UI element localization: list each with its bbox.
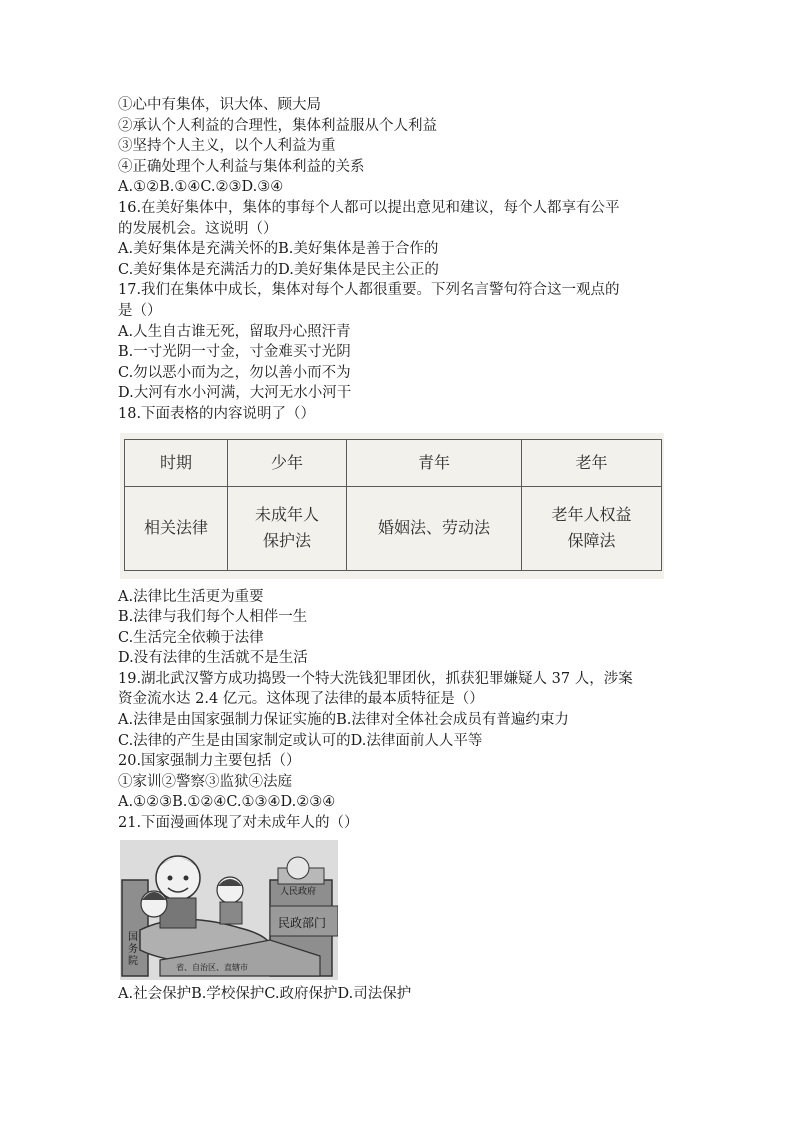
answer-option-d: D.大河有水小河满，大河无水小河干 (118, 385, 352, 402)
table-header-cell: 青年 (347, 439, 522, 486)
table-cell: 婚姻法、劳动法 (347, 486, 522, 570)
answer-option-a: A.人生自古谁无死，留取丹心照汗青 (118, 323, 351, 340)
answer-option-a: A.法律比生活更为重要 (118, 588, 264, 605)
law-table (124, 439, 662, 571)
cartoon-label-state: 国务院 (128, 931, 138, 967)
answer-options: A.美好集体是充满关怀的B.美好集体是善于合作的 (118, 241, 439, 258)
table-cell-text: 保护法 (262, 531, 311, 550)
answer-option-c: C.生活完全依赖于法律 (118, 629, 264, 646)
question-20: 20.国家强制力主要包括（） (118, 753, 301, 770)
question-16: 16.在美好集体中，集体的事每个人都可以提出意见和建议，每个人都享有公平 (118, 199, 620, 216)
cartoon-label-province: 省、自治区、直辖市 (176, 962, 248, 972)
answer-options: A.①②B.①④C.②③D.③④ (118, 179, 284, 196)
text-line: ③坚持个人主义，以个人利益为重 (118, 138, 336, 155)
table-header-cell: 老年 (522, 439, 662, 486)
question-17: 17.我们在集体中成长，集体对每个人都很重要。下列名言警句符合这一观点的 (118, 282, 620, 299)
answer-option-d: D.没有法律的生活就不是生活 (118, 650, 308, 667)
text-line: ①心中有集体，识大体、顾大局 (118, 97, 321, 113)
table-cell-text: 未成年人 (254, 505, 319, 524)
question-19: 19.湖北武汉警方成功捣毁一个特大洗钱犯罪团伙，抓获犯罪嫌疑人 37 人，涉案 (118, 670, 633, 687)
table-header-cell: 少年 (228, 439, 347, 486)
cartoon-label-gov: 人民政府 (280, 886, 317, 897)
question-18: 18.下面表格的内容说明了（） (118, 405, 316, 422)
text-block-middle (118, 587, 678, 834)
table-cell-text: 保障法 (567, 531, 616, 550)
table-cell (228, 486, 347, 570)
answer-option-c: C.勿以恶小而为之，勿以善小而不为 (118, 364, 351, 381)
cartoon-illustration (120, 840, 338, 980)
table-cell-text: 老年人权益 (551, 505, 632, 524)
table-row-label: 相关法律 (125, 486, 228, 570)
question-17-cont: 是（） (118, 302, 162, 319)
text-line: ②承认个人利益的合理性，集体利益服从个人利益 (118, 117, 437, 134)
answer-options: C.法律的产生是由国家制定或认可的D.法律面前人人平等 (118, 732, 483, 749)
text-line: ①家训②警察③监狱④法庭 (118, 773, 292, 790)
table-header-cell: 时期 (125, 439, 228, 486)
answer-options: A.①②③B.①②④C.①③④D.②③④ (118, 794, 336, 811)
law-table-photo (120, 433, 664, 579)
question-16-cont: 的发展机会。这说明（） (118, 220, 278, 237)
cartoon-image (120, 840, 338, 980)
answer-options: A.法律是由国家强制力保证实施的B.法律对全体社会成员有普遍约束力 (118, 712, 569, 729)
text-block-bottom (118, 984, 678, 1005)
answer-options: A.社会保护B.学校保护C.政府保护D.司法保护 (118, 985, 412, 1002)
question-21: 21.下面漫画体现了对未成年人的（） (118, 815, 359, 832)
text-line: ④正确处理个人利益与集体利益的关系 (118, 158, 365, 175)
answer-options: C.美好集体是充满活力的D.美好集体是民主公正的 (118, 261, 439, 278)
answer-option-b: B.一寸光阴一寸金，寸金难买寸光阴 (118, 344, 351, 361)
document-page (118, 95, 678, 1004)
table-cell (522, 486, 662, 570)
answer-option-b: B.法律与我们每个人相伴一生 (118, 609, 308, 626)
text-block-top (118, 95, 678, 425)
question-19-cont: 资金流水达 2.4 亿元。这体现了法律的最本质特征是（） (118, 691, 484, 708)
cartoon-label-civil: 民政部门 (278, 915, 327, 930)
